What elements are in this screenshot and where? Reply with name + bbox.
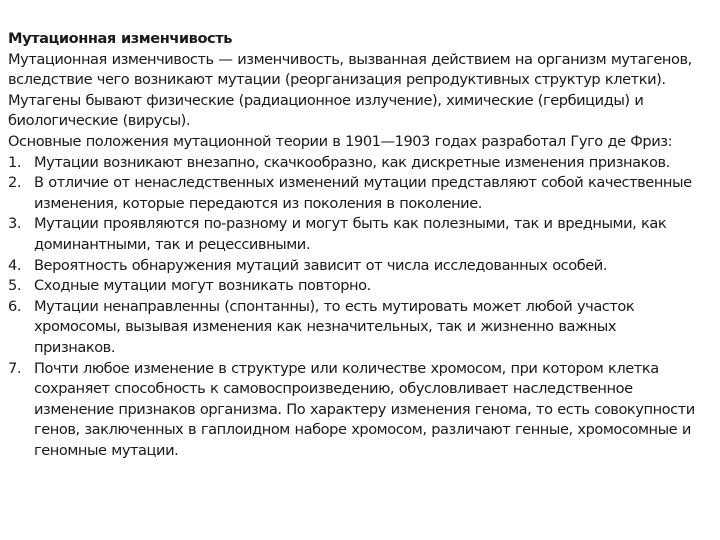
- list-item: [8, 153, 700, 174]
- intro-paragraph: Основные положения мутационной теории в 1901—1903 годах разработал Гуго де Фриз:: [8, 132, 673, 150]
- list-item: [8, 297, 700, 359]
- list-item-number: 5.: [8, 277, 22, 295]
- list-item-number: 3.: [8, 215, 22, 233]
- list-item-number: 7.: [8, 359, 22, 377]
- list-item-number: 4.: [8, 256, 22, 274]
- list-item-text: Вероятность обнаружения мутаций зависит от числа исследованных особей.: [34, 256, 608, 274]
- list-item-number: 2.: [8, 174, 22, 192]
- list-item-number: 1.: [8, 153, 22, 171]
- list-item: [8, 214, 700, 255]
- definition-paragraph: Мутационная изменчивость — изменчивость, вызванная действием на организм мутагенов, вследствие чего возникают мутации (реорганизация репродуктивных структур клетки). Мутагены бывают физические (радиационное излучение), химические (гербициды) и биологические (вирусы).: [8, 50, 692, 130]
- list-item-text: В отличие от ненаследственных изменений мутации представляют собой качественные изменения, которые передаются из поколения в поколение.: [34, 174, 692, 212]
- list-item: [8, 173, 700, 214]
- theory-points-list: [8, 153, 700, 462]
- list-item-number: 6.: [8, 297, 22, 315]
- list-item-text: Почти любое изменение в структуре или количестве хромосом, при котором клетка сохраняет способность к самовоспроизведению, обусловливает наследственное изменение признаков организма. По характеру изменения генома, то есть совокупности генов, заключенных в гаплоидном наборе хромосом, различают генные, хромосомные и геномные мутации.: [34, 359, 695, 459]
- list-item-text: Мутации ненаправленны (спонтанны), то есть мутировать может любой участок хромосомы, вызывая изменения как незначительных, так и жизненно важных признаков.: [34, 297, 635, 356]
- list-item: [8, 276, 700, 297]
- list-item-text: Сходные мутации могут возникать повторно.: [34, 277, 371, 295]
- list-item-text: Мутации проявляются по-разному и могут быть как полезными, так и вредными, как доминантными, так и рецессивными.: [34, 215, 667, 253]
- list-item: [8, 256, 700, 277]
- document-title: Мутационная изменчивость: [8, 30, 233, 47]
- list-item-text: Мутации возникают внезапно, скачкообразно, как дискретные изменения признаков.: [34, 153, 670, 171]
- list-item: [8, 359, 700, 462]
